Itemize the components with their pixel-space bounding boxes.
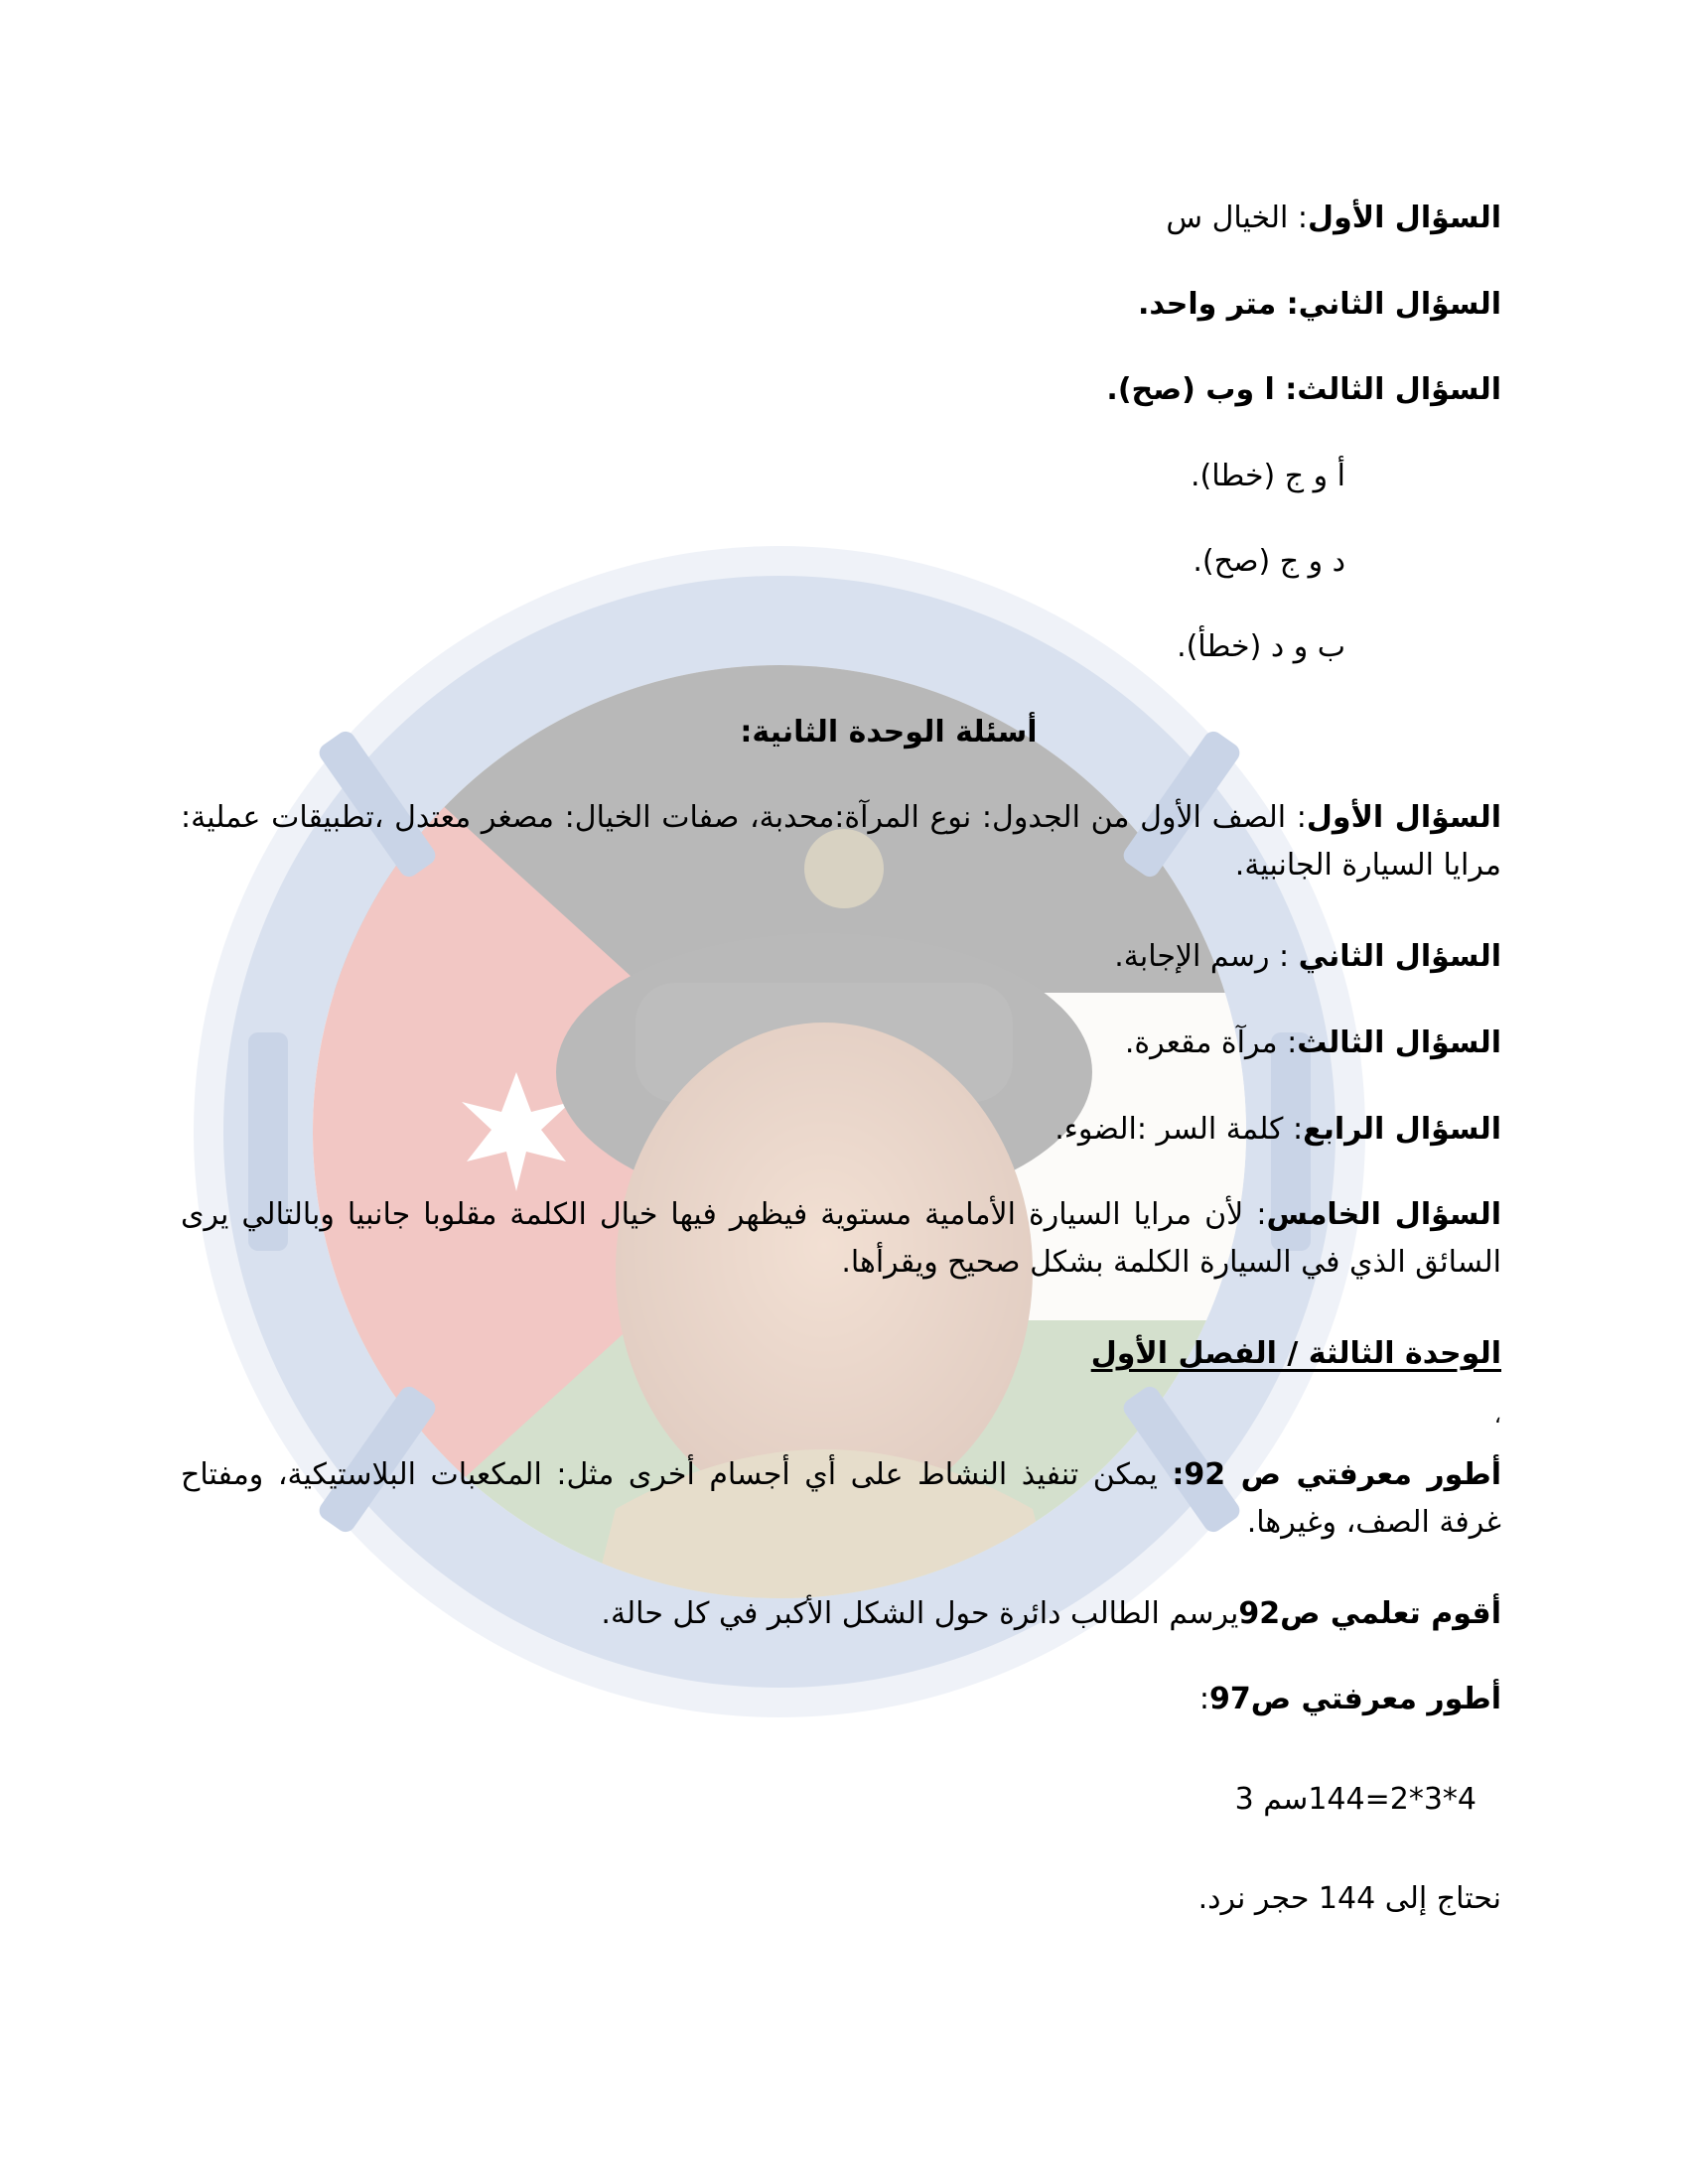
answer-text: : لأن مرايا السيارة الأمامية مستوية فيظهر فيها خيال الكلمة مقلوبا جانبيا وبالتالي يرى السائق الذي في السيارة الكلمة بشكل صحيح ويقرأها.: [181, 1197, 1501, 1280]
question-label: السؤال الأول: [1306, 800, 1501, 835]
question-label: السؤال الثالث: [1297, 372, 1501, 407]
develop-knowledge-paragraph-1: [181, 1451, 1501, 1547]
question-paragraph-1: [181, 794, 1501, 889]
answer-text: : ا وب (صح).: [1106, 372, 1298, 407]
answer-text: : رسم الإجابة.: [1114, 939, 1299, 974]
activity-label: أطور معرفتي ص 92:: [1172, 1457, 1501, 1492]
stray-mark: ،: [1493, 1404, 1501, 1429]
question-line-2: [1114, 933, 1501, 981]
activity-label: أقوم تعلمي ص92: [1238, 1596, 1501, 1631]
activity-text: يمكن تنفيذ النشاط على أي أجسام أخرى مثل: المكعبات البلاستيكية، ومفتاح غرفة الصف، وغيرها.: [181, 1457, 1501, 1540]
develop-knowledge-line-2: [1199, 1676, 1501, 1723]
question-label: السؤال الثالث: [1297, 1025, 1501, 1060]
equation-line: [1235, 1776, 1477, 1824]
sub-answer-b: د و ج (صح).: [1193, 544, 1345, 579]
conclusion-line: نحتاج إلى 144 حجر نرد.: [1197, 1881, 1501, 1916]
sub-answer-c: ب و د (خطأ).: [1177, 629, 1345, 664]
section-heading-unit3: الوحدة الثالثة / الفصل الأول: [1090, 1336, 1501, 1371]
assess-learning-line: [601, 1590, 1501, 1638]
question-line-3: [1125, 1020, 1501, 1067]
activity-label: أطور معرفتي ص97: [1208, 1682, 1501, 1716]
answer-text: : متر واحد.: [1138, 287, 1299, 322]
answer-line-3: [1106, 366, 1501, 414]
answer-line-1: [1166, 195, 1501, 242]
activity-text: :: [1198, 1682, 1209, 1716]
question-label: السؤال الثاني: [1298, 939, 1501, 974]
question-label: السؤال الرابع: [1303, 1112, 1501, 1147]
sub-answer-a: أ و ج (خطا).: [1190, 459, 1345, 493]
question-label: السؤال الأول: [1308, 201, 1501, 235]
question-line-4: [1055, 1106, 1501, 1154]
answer-text: : مرآة مقعرة.: [1124, 1025, 1298, 1060]
answer-text: : الخيال س: [1166, 201, 1309, 235]
section-heading-unit2: أسئلة الوحدة الثانية:: [740, 715, 1038, 750]
question-label: السؤال الخامس: [1266, 1197, 1501, 1232]
question-paragraph-5: [181, 1191, 1501, 1287]
answer-text: : الصف الأول من الجدول: نوع المرآة:محدبة، صفات الخيال: مصغر معتدل ،تطبيقات عملية: مرايا السيارة الجانبية.: [181, 800, 1501, 883]
answer-text: : كلمة السر :الضوء.: [1055, 1112, 1304, 1147]
activity-text: يرسم الطالب دائرة حول الشكل الأكبر في كل حالة.: [601, 1596, 1239, 1631]
answer-line-2: [1138, 281, 1501, 329]
question-label: السؤال الثاني: [1298, 287, 1501, 322]
equation: 4*3*2=144سم 3: [1234, 1782, 1477, 1817]
